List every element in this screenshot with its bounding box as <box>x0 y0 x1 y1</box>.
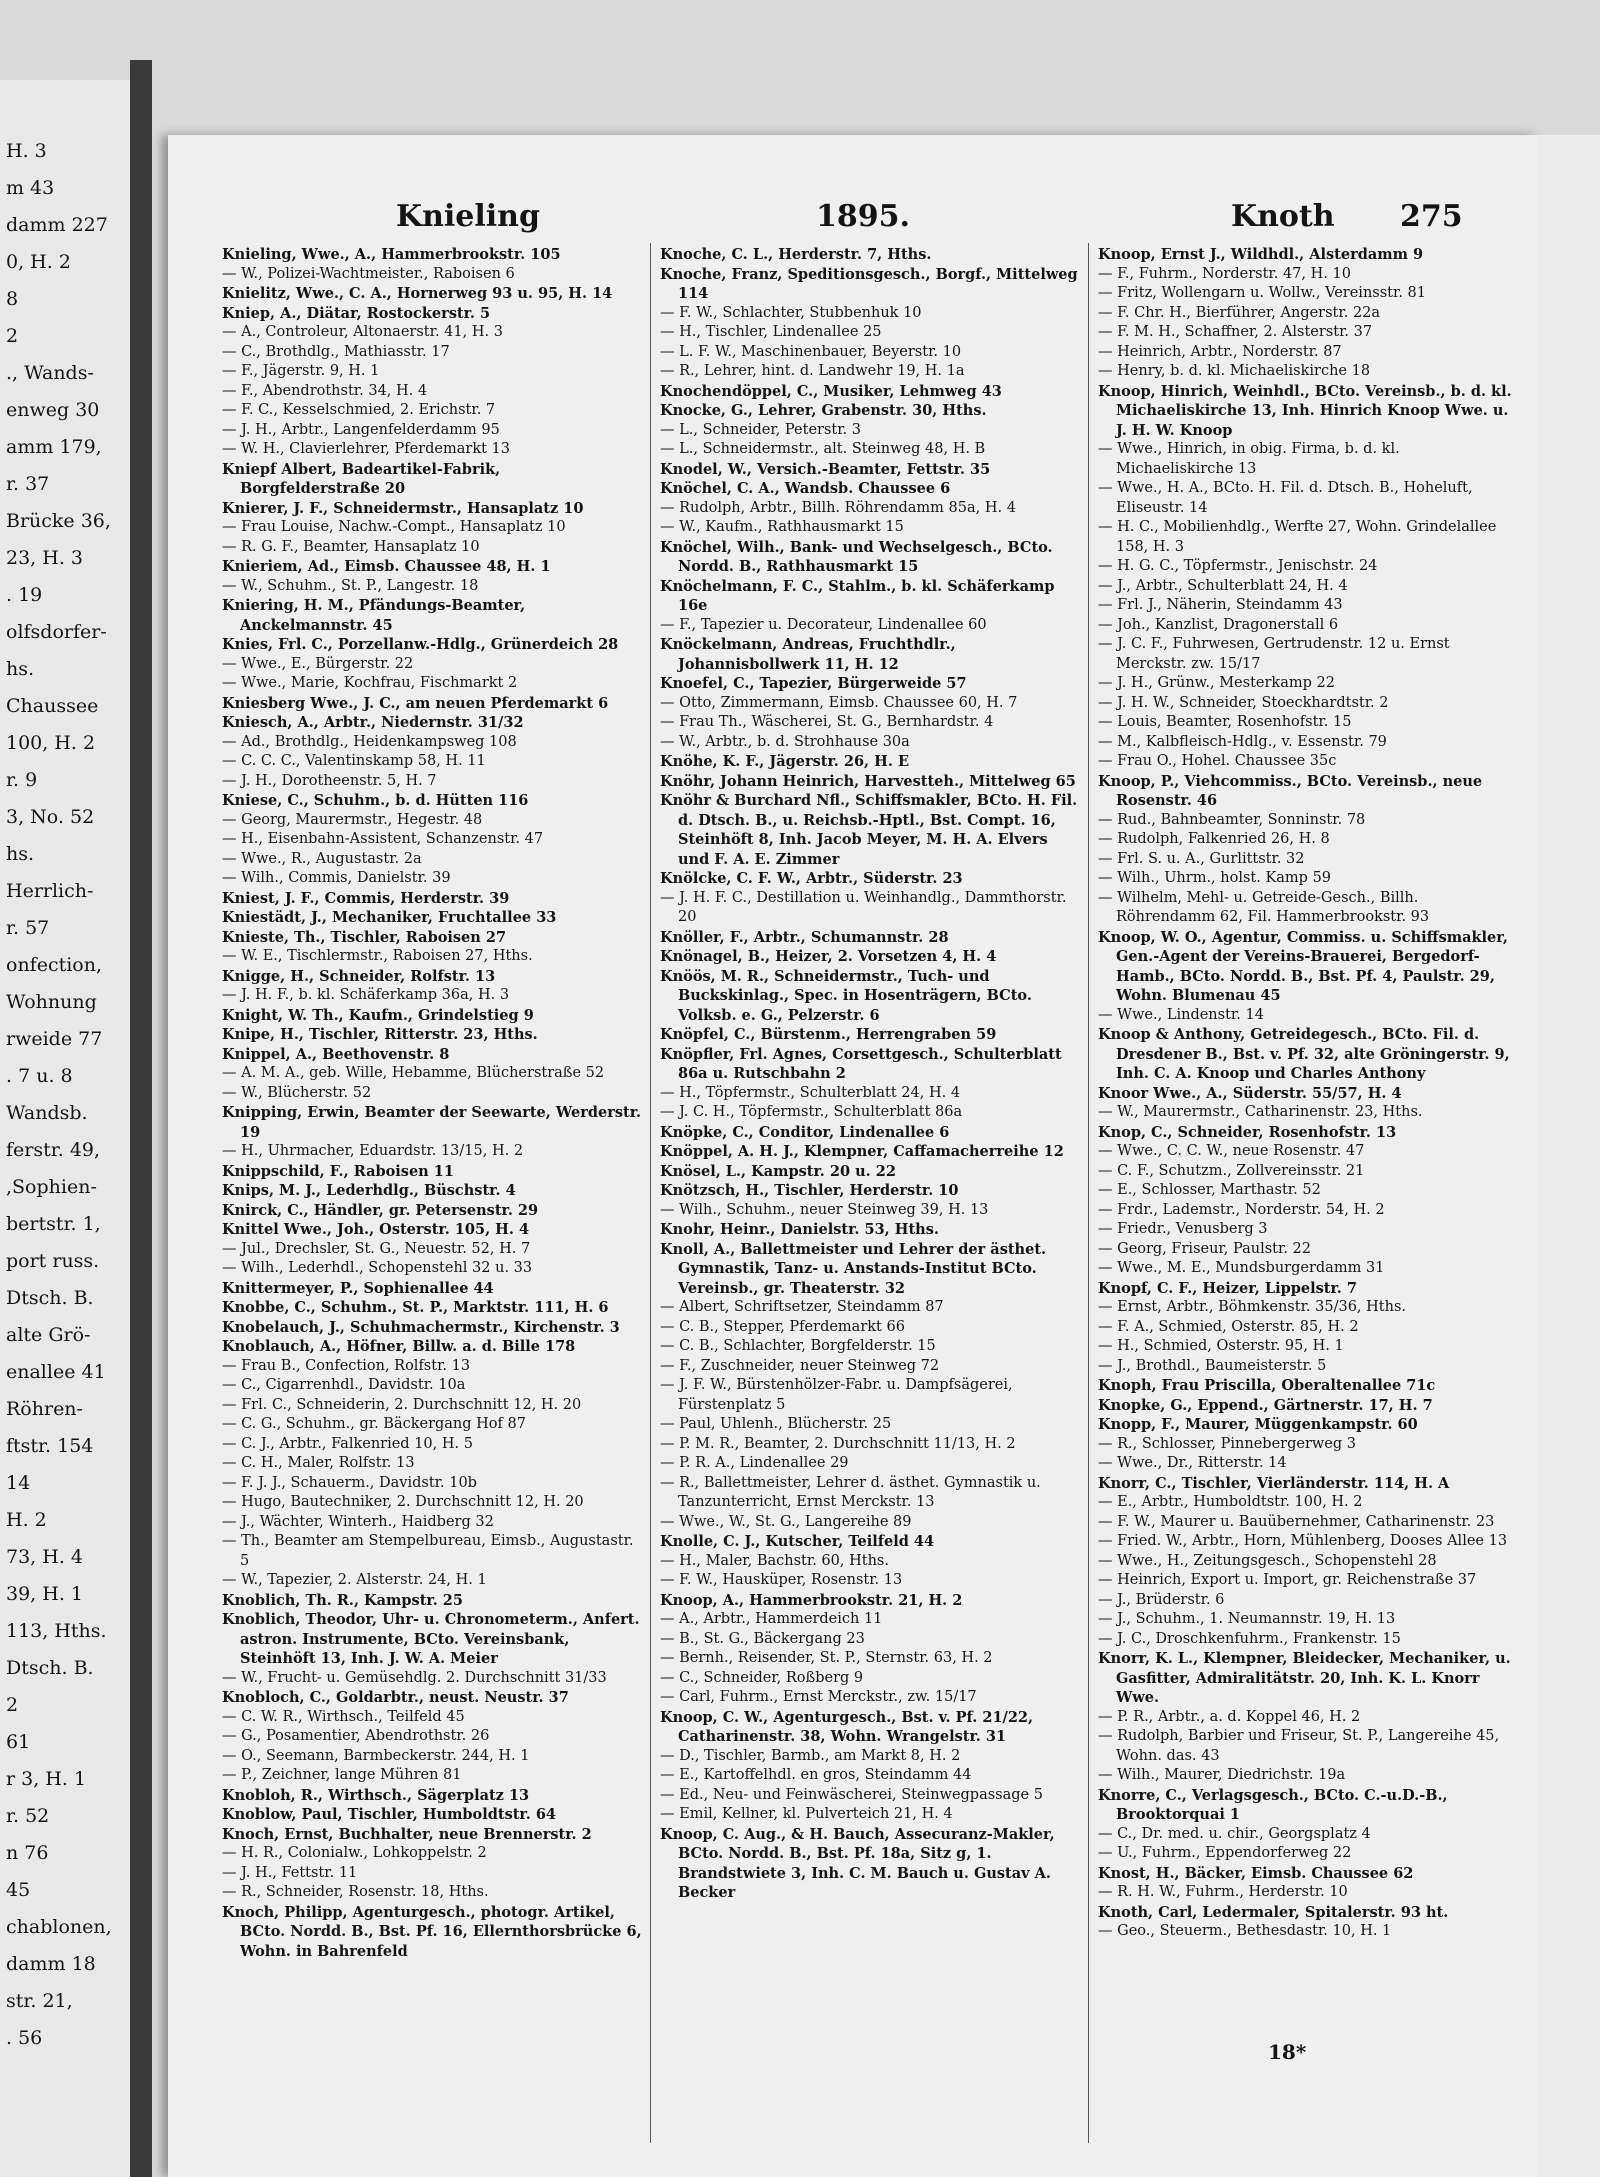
previous-page-text-fragment: olfsdorfer- <box>6 621 107 643</box>
directory-entry: Knoblauch, A., Höfner, Billw. a. d. Bille 178 <box>222 1338 576 1355</box>
directory-entry: Kniestädt, J., Mechaniker, Fruchtallee 33 <box>222 909 557 926</box>
directory-entry: — R., Schlosser, Pinnebergerweg 3 <box>1098 1435 1356 1452</box>
directory-entry: Knöppel, A. H. J., Klempner, Caffamacherreihe 12 <box>660 1143 1064 1160</box>
previous-page-text-fragment: alte Grö- <box>6 1324 91 1346</box>
directory-entry: — C. H., Maler, Rolfstr. 13 <box>222 1455 415 1471</box>
previous-page-text-fragment: r. 9 <box>6 769 38 791</box>
directory-entry: Knoblow, Paul, Tischler, Humboldtstr. 64 <box>222 1806 557 1823</box>
directory-entry: — Fritz, Wollengarn u. Wollw., Vereinsstr. 81 <box>1098 285 1426 301</box>
directory-entry: — Wwe., Dr., Ritterstr. 14 <box>1098 1455 1287 1471</box>
column-3 <box>1098 245 1518 1942</box>
directory-entry: Knop, C., Schneider, Rosenhofstr. 13 <box>1098 1123 1397 1141</box>
directory-entry: — Henry, b. d. kl. Michaeliskirche 18 <box>1098 363 1371 379</box>
previous-page-text-fragment: r. 37 <box>6 473 50 495</box>
directory-entry: — Georg, Friseur, Paulstr. 22 <box>1098 1240 1311 1257</box>
directory-entry: Knöpfel, C., Bürstenm., Herrengraben 59 <box>660 1026 997 1043</box>
directory-entry: — F. A., Schmied, Osterstr. 85, H. 2 <box>1098 1318 1359 1335</box>
directory-entry: — Emil, Kellner, kl. Pulverteich 21, H. 4 <box>660 1806 953 1822</box>
directory-entry: Kniesberg Wwe., J. C., am neuen Pferdemarkt 6 <box>222 694 609 712</box>
directory-entry: Knoth, Carl, Ledermaler, Spitalerstr. 93 ht. <box>1098 1903 1449 1921</box>
column-2 <box>660 245 1080 1903</box>
directory-entry: — W. H., Clavierlehrer, Pferdemarkt 13 <box>222 441 511 457</box>
previous-page-text-fragment: port russ. <box>6 1250 100 1272</box>
previous-page-text-fragment: Chaussee <box>6 695 99 717</box>
directory-entry: — Jul., Drechsler, St. G., Neuestr. 52, H. 7 <box>222 1240 531 1257</box>
directory-entry: Knöhr, Johann Heinrich, Harvestteh., Mittelweg 65 <box>660 772 1076 790</box>
directory-entry: Knöchelmann, F. C., Stahlm., b. kl. Schäferkamp 16e <box>660 577 1055 614</box>
directory-entry: — Th., Beamter am Stempelbureau, Eimsb., Augustastr. 5 <box>222 1533 634 1569</box>
directory-entry: Knöpfler, Frl. Agnes, Corsettgesch., Schulterblatt 86a u. Rutschbahn 2 <box>660 1045 1062 1082</box>
directory-entry: Knötzsch, H., Tischler, Herderstr. 10 <box>660 1182 959 1199</box>
directory-entry: — C. J., Arbtr., Falkenried 10, H. 5 <box>222 1435 473 1452</box>
directory-entry: — R., Ballettmeister, Lehrer d. ästhet. Gymnastik u. Tanzunterricht, Ernst Merckstr. 13 <box>660 1474 1041 1510</box>
directory-entry: — W., Maurermstr., Catharinenstr. 23, Hths. <box>1098 1104 1423 1120</box>
directory-entry: — W., Blücherstr. 52 <box>222 1084 372 1101</box>
directory-entry: Knoblich, Theodor, Uhr- u. Chronometerm., Anfert. astron. Instrumente, BCto. Vereinsbank, Steinhöft 13, Inh. J. W. A. Meier <box>222 1611 640 1667</box>
previous-page-text-fragment: 113, Hths. <box>6 1620 107 1642</box>
previous-page-text-fragment: 3, No. 52 <box>6 806 95 828</box>
directory-entry: — Frau B., Confection, Rolfstr. 13 <box>222 1357 471 1374</box>
directory-entry: Knoch, Ernst, Buchhalter, neue Brennerstr. 2 <box>222 1825 592 1843</box>
previous-page-text-fragment: onfection, <box>6 954 103 976</box>
directory-entry: — J. C. F., Fuhrwesen, Gertrudenstr. 12 u. Ernst Merckstr. zw. 15/17 <box>1098 636 1450 672</box>
previous-page-text-fragment: damm 18 <box>6 1953 96 1975</box>
directory-entry: — F. M. H., Schaffner, 2. Alsterstr. 37 <box>1098 324 1373 340</box>
previous-page-text-fragment: enweg 30 <box>6 399 100 421</box>
directory-entry: — H., Tischler, Lindenallee 25 <box>660 324 882 340</box>
directory-entry: Knönagel, B., Heizer, 2. Vorsetzen 4, H. 4 <box>660 948 997 965</box>
directory-entry: — W., Schuhm., St. P., Langestr. 18 <box>222 577 479 594</box>
directory-entry: — R. H. W., Fuhrm., Herderstr. 10 <box>1098 1884 1348 1900</box>
directory-entry: — J. C., Droschkenfuhrm., Frankenstr. 15 <box>1098 1630 1401 1647</box>
directory-entry: — Wilh., Lederhdl., Schopenstehl 32 u. 33 <box>222 1260 533 1276</box>
directory-entry: Knohr, Heinr., Danielstr. 53, Hths. <box>660 1221 939 1238</box>
directory-entry: — Frl. J., Näherin, Steindamm 43 <box>1098 597 1343 613</box>
previous-page-text-fragment: 45 <box>6 1879 31 1901</box>
directory-entry: Knittermeyer, P., Sophienallee 44 <box>222 1279 494 1297</box>
previous-page-text-fragment: r. 52 <box>6 1805 50 1827</box>
previous-page-text-fragment: ., Wands- <box>6 362 94 384</box>
directory-entry: Knobbe, C., Schuhm., St. P., Marktstr. 111, H. 6 <box>222 1299 609 1316</box>
directory-entry: — Rudolph, Arbtr., Billh. Röhrendamm 85a, H. 4 <box>660 499 1016 516</box>
directory-entry: Knippschild, F., Raboisen 11 <box>222 1162 454 1180</box>
directory-entry: — P. M. R., Beamter, 2. Durchschnitt 11/13, H. 2 <box>660 1435 1016 1452</box>
directory-entry: — L., Schneider, Peterstr. 3 <box>660 421 862 438</box>
previous-page-text-fragment: Brücke 36, <box>6 510 111 532</box>
directory-entry: — C., Schneider, Roßberg 9 <box>660 1669 864 1686</box>
directory-entry: — J. C. H., Töpfermstr., Schulterblatt 86a <box>660 1104 963 1120</box>
directory-entry: — O., Seemann, Barmbeckerstr. 244, H. 1 <box>222 1747 530 1764</box>
previous-page-text-fragment: 8 <box>6 288 19 310</box>
previous-page-text-fragment: Röhren- <box>6 1398 83 1420</box>
previous-page-text-fragment: 0, H. 2 <box>6 251 71 273</box>
directory-entry: — L., Schneidermstr., alt. Steinweg 48, H. B <box>660 441 986 457</box>
directory-entry: — F. W., Maurer u. Bauübernehmer, Catharinenstr. 23 <box>1098 1513 1495 1530</box>
previous-page-text-fragment: . 7 u. 8 <box>6 1065 73 1087</box>
directory-entry: — Heinrich, Export u. Import, gr. Reichenstraße 37 <box>1098 1572 1477 1588</box>
directory-entry: Knösel, L., Kampstr. 20 u. 22 <box>660 1162 896 1180</box>
directory-entry: Knoblich, Th. R., Kampstr. 25 <box>222 1591 463 1609</box>
directory-entry: Knittel Wwe., Joh., Osterstr. 105, H. 4 <box>222 1221 530 1238</box>
directory-entry: Knoor Wwe., A., Süderstr. 55/57, H. 4 <box>1098 1084 1402 1102</box>
directory-entry: — Wwe., C. C. W., neue Rosenstr. 47 <box>1098 1143 1365 1159</box>
directory-entry: Knoop, W. O., Agentur, Commiss. u. Schiffsmakler, Gen.-Agent der Vereins-Brauerei, Bergedorf-Hamb., BCto. Nordd. B., Bst. Pf. 4, Paulstr. 29, Wohn. Blumenau 45 <box>1098 928 1508 1004</box>
directory-entry: — R. G. F., Beamter, Hansaplatz 10 <box>222 538 480 555</box>
directory-entry: — P. R., Arbtr., a. d. Koppel 46, H. 2 <box>1098 1708 1361 1725</box>
directory-entry: — A. M. A., geb. Wille, Hebamme, Blücherstraße 52 <box>222 1065 605 1081</box>
directory-entry: Knöckelmann, Andreas, Fruchthdlr., Johannisbollwerk 11, H. 12 <box>660 636 956 673</box>
directory-entry: — Carl, Fuhrm., Ernst Merckstr., zw. 15/17 <box>660 1689 977 1705</box>
column-1 <box>222 245 642 1961</box>
directory-entry: — H. R., Colonialw., Lohkoppelstr. 2 <box>222 1845 487 1861</box>
previous-page-text-fragment: rweide 77 <box>6 1028 103 1050</box>
directory-entry: — Wwe., H., Zeitungsgesch., Schopenstehl 28 <box>1098 1552 1437 1569</box>
directory-entry: Kniest, J. F., Commis, Herderstr. 39 <box>222 889 510 907</box>
directory-entry: — Wilh., Uhrm., holst. Kamp 59 <box>1098 870 1332 886</box>
directory-entry: Knierer, J. F., Schneidermstr., Hansaplatz 10 <box>222 499 584 517</box>
previous-page-text-fragment: 100, H. 2 <box>6 732 96 754</box>
directory-entry: Knigge, H., Schneider, Rolfstr. 13 <box>222 967 496 985</box>
previous-page-text-fragment: ftstr. 154 <box>6 1435 94 1457</box>
page-header <box>168 199 1538 239</box>
previous-page-text-fragment: 2 <box>6 1694 19 1716</box>
directory-entry: — R., Schneider, Rosenstr. 18, Hths. <box>222 1884 489 1900</box>
directory-entry: — H., Schmied, Osterstr. 95, H. 1 <box>1098 1338 1344 1354</box>
directory-entry: — Wwe., Lindenstr. 14 <box>1098 1006 1264 1023</box>
directory-entry: — Ed., Neu- und Feinwäscherei, Steinwegpassage 5 <box>660 1786 1043 1803</box>
directory-entry: Knöpke, C., Conditor, Lindenallee 6 <box>660 1123 950 1141</box>
directory-entry: Knopf, C. F., Heizer, Lippelstr. 7 <box>1098 1279 1357 1297</box>
directory-entry: Knielitz, Wwe., C. A., Hornerweg 93 u. 95, H. 14 <box>222 285 613 302</box>
directory-entry: — C., Brothdlg., Mathiasstr. 17 <box>222 343 450 360</box>
directory-entry: — F., Abendrothstr. 34, H. 4 <box>222 382 428 399</box>
previous-page-text-fragment: amm 179, <box>6 436 102 458</box>
directory-entry: — Wwe., H. A., BCto. H. Fil. d. Dtsch. B., Hoheluft, Eliseustr. 14 <box>1098 480 1473 516</box>
directory-entry: — F. W., Hausküper, Rosenstr. 13 <box>660 1572 903 1588</box>
directory-entry: — P., Zeichner, lange Mühren 81 <box>222 1767 462 1783</box>
previous-page-text-fragment: str. 21, <box>6 1990 73 2012</box>
previous-page-text-fragment: 61 <box>6 1731 31 1753</box>
directory-entry: — Wilh., Commis, Danielstr. 39 <box>222 870 451 886</box>
header-first-entry: Knieling <box>396 199 540 234</box>
directory-entry: Knorre, C., Verlagsgesch., BCto. C.-u.D.-B., Brooktorquai 1 <box>1098 1786 1448 1823</box>
directory-entry: — G., Posamentier, Abendrothstr. 26 <box>222 1728 490 1744</box>
directory-entry: Knoop, C. W., Agenturgesch., Bst. v. Pf. 21/22, Catharinenstr. 38, Wohn. Wrangelstr. 31 <box>660 1708 1034 1745</box>
directory-entry: — Wilh., Maurer, Diedrichstr. 19a <box>1098 1767 1346 1783</box>
page-number: 275 <box>1400 199 1463 234</box>
directory-entry: — J., Brüderstr. 6 <box>1098 1591 1225 1608</box>
directory-entry: Knobloch, C., Goldarbtr., neust. Neustr. 37 <box>222 1689 569 1706</box>
directory-entry: — J. H., Dorotheenstr. 5, H. 7 <box>222 772 437 789</box>
directory-entry: — W., Arbtr., b. d. Strohhause 30a <box>660 733 910 750</box>
directory-entry: — Rudolph, Barbier und Friseur, St. P., Langereihe 45, Wohn. das. 43 <box>1098 1728 1500 1764</box>
previous-page-text-fragment: Herrlich- <box>6 880 94 902</box>
directory-entry: — J., Wächter, Winterh., Haidberg 32 <box>222 1513 494 1530</box>
directory-entry: — Joh., Kanzlist, Dragonerstall 6 <box>1098 616 1339 633</box>
directory-entry: Knirck, C., Händler, gr. Petersenstr. 29 <box>222 1201 539 1219</box>
directory-entry: — Bernh., Reisender, St. P., Sternstr. 63, H. 2 <box>660 1650 993 1666</box>
previous-page-text-fragment: chablonen, <box>6 1916 112 1938</box>
directory-entry: Knoop, Hinrich, Weinhdl., BCto. Vereinsb., b. d. kl. Michaeliskirche 13, Inh. Hinrich Knoop Wwe. u. J. H. W. Knoop <box>1098 382 1512 439</box>
directory-entry: Knöhe, K. F., Jägerstr. 26, H. E <box>660 753 910 770</box>
directory-entry: — J. H. F., b. kl. Schäferkamp 36a, H. 3 <box>222 987 510 1003</box>
directory-entry: — Albert, Schriftsetzer, Steindamm 87 <box>660 1299 944 1315</box>
previous-page-text-fragment: ferstr. 49, <box>6 1139 101 1161</box>
page-edge <box>1538 135 1600 2177</box>
directory-entry: — W., Kaufm., Rathhausmarkt 15 <box>660 519 904 535</box>
previous-page-text-fragment: n 76 <box>6 1842 49 1864</box>
directory-entry: — L. F. W., Maschinenbauer, Beyerstr. 10 <box>660 343 962 360</box>
directory-entry: Knodel, W., Versich.-Beamter, Fettstr. 35 <box>660 460 991 478</box>
directory-entry: Knight, W. Th., Kaufm., Grindelstieg 9 <box>222 1006 534 1024</box>
directory-entry: — Hugo, Bautechniker, 2. Durchschnitt 12, H. 20 <box>222 1494 584 1510</box>
previous-page-text-fragment: . 56 <box>6 2027 43 2049</box>
directory-entry: — Rud., Bahnbeamter, Sonninstr. 78 <box>1098 811 1366 828</box>
directory-entry: — C. C. C., Valentinskamp 58, H. 11 <box>222 753 486 769</box>
directory-entry: — Frau Louise, Nachw.-Compt., Hansaplatz 10 <box>222 519 566 535</box>
directory-entry: — H., Uhrmacher, Eduardstr. 13/15, H. 2 <box>222 1143 524 1159</box>
directory-entry: — C. W. R., Wirthsch., Teilfeld 45 <box>222 1708 465 1725</box>
header-last-entry: Knoth <box>1231 199 1335 234</box>
directory-entry: — Wilh., Schuhm., neuer Steinweg 39, H. 13 <box>660 1201 989 1218</box>
directory-entry: — E., Schlosser, Marthastr. 52 <box>1098 1182 1321 1198</box>
directory-entry: — F. J. J., Schauerm., Davidstr. 10b <box>222 1474 477 1491</box>
directory-entry: Knöller, F., Arbtr., Schumannstr. 28 <box>660 928 949 946</box>
directory-entry: — Ernst, Arbtr., Böhmkenstr. 35/36, Hths. <box>1098 1299 1406 1315</box>
previous-page-text-fragment: Dtsch. B. <box>6 1287 94 1309</box>
previous-page-text-fragment: r 3, H. 1 <box>6 1768 87 1790</box>
directory-entry: Kniep, A., Diätar, Rostockerstr. 5 <box>222 304 491 322</box>
directory-entry: — Georg, Maurermstr., Hegestr. 48 <box>222 811 483 828</box>
directory-entry: — C. B., Schlachter, Borgfelderstr. 15 <box>660 1338 936 1354</box>
directory-entry: — B., St. G., Bäckergang 23 <box>660 1630 865 1647</box>
directory-entry: — E., Arbtr., Humboldtstr. 100, H. 2 <box>1098 1494 1363 1510</box>
directory-entry: Knieriem, Ad., Eimsb. Chaussee 48, H. 1 <box>222 558 551 575</box>
previous-page-text-fragment: ,Sophien- <box>6 1176 97 1198</box>
directory-entry: — F., Zuschneider, neuer Steinweg 72 <box>660 1357 940 1374</box>
directory-entry: Kniese, C., Schuhm., b. d. Hütten 116 <box>222 792 529 809</box>
previous-page-text-fragment: 2 <box>6 325 19 347</box>
directory-entry: — C. G., Schuhm., gr. Bäckergang Hof 87 <box>222 1416 526 1432</box>
directory-entry: — Frau O., Hohel. Chaussee 35c <box>1098 753 1337 769</box>
directory-entry: — F. C., Kesselschmied, 2. Erichstr. 7 <box>222 402 496 418</box>
directory-entry: — J. H. F. C., Destillation u. Weinhandlg., Dammthorstr. 20 <box>660 889 1067 925</box>
directory-entry: Knoefel, C., Tapezier, Bürgerweide 57 <box>660 675 967 692</box>
directory-entry: — Heinrich, Arbtr., Norderstr. 87 <box>1098 343 1342 360</box>
directory-entry: — Frl. S. u. A., Gurlittstr. 32 <box>1098 850 1305 867</box>
directory-entry: Knoop, A., Hammerbrookstr. 21, H. 2 <box>660 1591 963 1609</box>
book-gutter <box>130 60 152 2177</box>
directory-entry: — W., Polizei-Wachtmeister., Raboisen 6 <box>222 265 515 282</box>
previous-page-text-fragment: Dtsch. B. <box>6 1657 94 1679</box>
directory-entry: Knopp, F., Maurer, Müggenkampstr. 60 <box>1098 1416 1418 1433</box>
previous-page-text-fragment: 23, H. 3 <box>6 547 83 569</box>
previous-page-text-fragment: 14 <box>6 1472 31 1494</box>
directory-entry: Knippel, A., Beethovenstr. 8 <box>222 1045 450 1063</box>
directory-entry: Knöhr & Burchard Nfl., Schiffsmakler, BCto. H. Fil. d. Dtsch. B., u. Reichsb.-Hptl., Bst. Compt. 16, Steinhöft 8, Inh. Jacob Meyer, M. H. A. Elvers und F. A. E. Zimmer <box>660 792 1078 868</box>
previous-page-text-fragment: m 43 <box>6 177 55 199</box>
header-year: 1895. <box>816 199 910 234</box>
directory-entry: — Frdr., Lademstr., Norderstr. 54, H. 2 <box>1098 1201 1385 1218</box>
directory-entry: Knöchel, C. A., Wandsb. Chaussee 6 <box>660 480 951 497</box>
directory-entry: — H. G. C., Töpfermstr., Jenischstr. 24 <box>1098 558 1378 574</box>
column-divider <box>1088 243 1089 2143</box>
directory-entry: — Geo., Steuerm., Bethesdastr. 10, H. 1 <box>1098 1923 1392 1939</box>
directory-entry: Knieling, Wwe., A., Hammerbrookstr. 105 <box>222 246 561 263</box>
directory-entry: — H. C., Mobilienhdlg., Werfte 27, Wohn. Grindelallee 158, H. 3 <box>1098 519 1497 555</box>
directory-entry: Kniepf Albert, Badeartikel-Fabrik, Borgfelderstraße 20 <box>222 460 501 497</box>
directory-entry: — A., Arbtr., Hammerdeich 11 <box>660 1611 883 1627</box>
directory-entry: — Otto, Zimmermann, Eimsb. Chaussee 60, H. 7 <box>660 694 1018 711</box>
directory-entry: — Wwe., Marie, Kochfrau, Fischmarkt 2 <box>222 675 518 691</box>
directory-entry: — Fried. W., Arbtr., Horn, Mühlenberg, Dooses Allee 13 <box>1098 1533 1508 1549</box>
previous-page-text-fragment: H. 3 <box>6 140 47 162</box>
directory-entry: — M., Kalbfleisch-Hdlg., v. Essenstr. 79 <box>1098 733 1387 750</box>
directory-entry: — Frau Th., Wäscherei, St. G., Bernhardstr. 4 <box>660 714 994 730</box>
directory-entry: Knoop & Anthony, Getreidegesch., BCto. Fil. d. Dresdener B., Bst. v. Pf. 32, alte Gröningerstr. 9, Inh. C. A. Knoop und Charles Anthony <box>1098 1026 1510 1082</box>
directory-entry: — E., Kartoffelhdl. en gros, Steindamm 44 <box>660 1767 972 1783</box>
directory-entry: — Paul, Uhlenh., Blücherstr. 25 <box>660 1416 892 1432</box>
directory-entry: — C., Cigarrenhdl., Davidstr. 10a <box>222 1377 466 1393</box>
directory-entry: Knoop, Ernst J., Wildhdl., Alsterdamm 9 <box>1098 246 1424 263</box>
directory-entry: — C. F., Schutzm., Zollvereinsstr. 21 <box>1098 1162 1365 1179</box>
directory-entry: Knipe, H., Tischler, Ritterstr. 23, Hths. <box>222 1026 538 1043</box>
directory-entry: — J. F. W., Bürstenhölzer-Fabr. u. Dampfsägerei, Fürstenplatz 5 <box>660 1377 1013 1413</box>
directory-entry: Knoche, Franz, Speditionsgesch., Borgf., Mittelweg 114 <box>660 265 1078 302</box>
directory-entry: — F. Chr. H., Bierführer, Angerstr. 22a <box>1098 304 1381 321</box>
previous-page-text-fragment: 73, H. 4 <box>6 1546 83 1568</box>
directory-entry: — W., Tapezier, 2. Alsterstr. 24, H. 1 <box>222 1572 487 1588</box>
directory-entry: Knost, H., Bäcker, Eimsb. Chaussee 62 <box>1098 1864 1414 1882</box>
previous-page-text-fragment: . 19 <box>6 584 43 606</box>
directory-entry: Kniesch, A., Arbtr., Niedernstr. 31/32 <box>222 714 524 731</box>
directory-entry: Knöös, M. R., Schneidermstr., Tuch- und Buckskinlag., Spec. in Hosenträgern, BCto. Volksb. e. G., Pelzerstr. 6 <box>660 967 1032 1024</box>
directory-entry: Knobelauch, J., Schuhmachermstr., Kirchenstr. 3 <box>222 1318 620 1336</box>
directory-entry: Knoop, P., Viehcommiss., BCto. Vereinsb., neue Rosenstr. 46 <box>1098 772 1483 809</box>
directory-entry: — Wwe., E., Bürgerstr. 22 <box>222 655 414 672</box>
previous-page-fragment <box>0 80 150 2177</box>
directory-entry: Knoche, C. L., Herderstr. 7, Hths. <box>660 246 932 263</box>
directory-entry: — H., Maler, Bachstr. 60, Hths. <box>660 1552 889 1569</box>
directory-entry: Knoll, A., Ballettmeister und Lehrer der ästhet. Gymnastik, Tanz- u. Anstands-Institut BCto. Vereinsb., gr. Theaterstr. 32 <box>660 1240 1047 1297</box>
directory-entry: — Wwe., M. E., Mundsburgerdamm 31 <box>1098 1260 1385 1276</box>
previous-page-text-fragment: Wandsb. <box>6 1102 88 1124</box>
directory-entry: — F., Tapezier u. Decorateur, Lindenallee 60 <box>660 616 987 633</box>
previous-page-text-fragment: H. 2 <box>6 1509 47 1531</box>
directory-entry: — J. H., Arbtr., Langenfelderdamm 95 <box>222 421 500 438</box>
previous-page-text-fragment: 39, H. 1 <box>6 1583 83 1605</box>
previous-page-text-fragment: hs. <box>6 843 35 865</box>
previous-page-text-fragment: enallee 41 <box>6 1361 106 1383</box>
directory-entry: — Wwe., Hinrich, in obig. Firma, b. d. kl. Michaeliskirche 13 <box>1098 441 1400 477</box>
directory-entry: Knobloh, R., Wirthsch., Sägerplatz 13 <box>222 1786 530 1804</box>
directory-entry: Knocke, G., Lehrer, Grabenstr. 30, Hths. <box>660 402 987 419</box>
directory-entry: — J., Brothdl., Baumeisterstr. 5 <box>1098 1357 1327 1374</box>
directory-page <box>168 135 1538 2177</box>
directory-entry: — D., Tischler, Barmb., am Markt 8, H. 2 <box>660 1747 961 1764</box>
previous-page-text-fragment: damm 227 <box>6 214 108 236</box>
directory-entry: — C., Dr. med. u. chir., Georgsplatz 4 <box>1098 1825 1371 1842</box>
directory-entry: — C. B., Stepper, Pferdemarkt 66 <box>660 1318 905 1335</box>
directory-entry: Knoph, Frau Priscilla, Oberaltenallee 71c <box>1098 1377 1436 1394</box>
directory-entry: — J. H. W., Schneider, Stoeckhardtstr. 2 <box>1098 694 1389 711</box>
directory-entry: — F., Jägerstr. 9, H. 1 <box>222 363 380 379</box>
directory-entry: Knöchel, Wilh., Bank- und Wechselgesch., BCto. Nordd. B., Rathhausmarkt 15 <box>660 538 1053 575</box>
directory-entry: — Wilhelm, Mehl- u. Getreide-Gesch., Billh. Röhrendamm 62, Fil. Hammerbrookstr. 93 <box>1098 889 1430 925</box>
directory-entry: Knoop, C. Aug., & H. Bauch, Assecuranz-Makler, BCto. Nordd. B., Bst. Pf. 18a, Sitz g, 1. Brandstwiete 3, Inh. C. M. Bauch u. Gustav A. Becker <box>660 1825 1055 1901</box>
column-divider <box>650 243 651 2143</box>
directory-entry: — J. H., Grünw., Mesterkamp 22 <box>1098 675 1335 691</box>
directory-entry: — Friedr., Venusberg 3 <box>1098 1221 1268 1237</box>
directory-entry: Knorr, K. L., Klempner, Bleidecker, Mechaniker, u. Gasfitter, Admiralitätstr. 20, Inh. K. L. Knorr Wwe. <box>1098 1650 1511 1706</box>
directory-entry: — U., Fuhrm., Eppendorferweg 22 <box>1098 1845 1352 1861</box>
directory-entry: Knipping, Erwin, Beamter der Seewarte, Werderstr. 19 <box>222 1104 642 1141</box>
directory-entry: Kniering, H. M., Pfändungs-Beamter, Anckelmannstr. 45 <box>222 597 526 634</box>
directory-entry: — A., Controleur, Altonaerstr. 41, H. 3 <box>222 324 503 340</box>
directory-entry: — Wwe., W., St. G., Langereihe 89 <box>660 1513 912 1530</box>
directory-entry: — H., Töpfermstr., Schulterblatt 24, H. 4 <box>660 1084 961 1101</box>
directory-entry: — Ad., Brothdlg., Heidenkampsweg 108 <box>222 733 517 750</box>
directory-entry: — F. W., Schlachter, Stubbenhuk 10 <box>660 304 922 321</box>
directory-entry: Knölcke, C. F. W., Arbtr., Süderstr. 23 <box>660 870 963 887</box>
directory-entry: — W., Frucht- u. Gemüsehdlg. 2. Durchschnitt 31/33 <box>222 1669 607 1686</box>
directory-entry: Knopke, G., Eppend., Gärtnerstr. 17, H. 7 <box>1098 1396 1433 1414</box>
previous-page-text-fragment: bertstr. 1, <box>6 1213 101 1235</box>
directory-entry: — F., Fuhrm., Norderstr. 47, H. 10 <box>1098 265 1351 282</box>
directory-entry: — J., Schuhm., 1. Neumannstr. 19, H. 13 <box>1098 1611 1396 1627</box>
directory-entry: — Frl. C., Schneiderin, 2. Durchschnitt 12, H. 20 <box>222 1396 582 1413</box>
directory-entry: — Rudolph, Falkenried 26, H. 8 <box>1098 831 1330 847</box>
signature-mark: 18* <box>1268 2040 1307 2064</box>
directory-entry: — W. E., Tischlermstr., Raboisen 27, Hths. <box>222 948 533 964</box>
directory-entry: Knieste, Th., Tischler, Raboisen 27 <box>222 928 507 946</box>
previous-page-text-fragment: hs. <box>6 658 35 680</box>
directory-entry: — J. H., Fettstr. 11 <box>222 1864 358 1881</box>
previous-page-text-fragment: Wohnung <box>6 991 97 1013</box>
directory-entry: Knolle, C. J., Kutscher, Teilfeld 44 <box>660 1533 935 1550</box>
directory-entry: — Louis, Beamter, Rosenhofstr. 15 <box>1098 714 1352 730</box>
directory-entry: Knorr, C., Tischler, Vierländerstr. 114, H. A <box>1098 1474 1450 1492</box>
directory-entry: Knips, M. J., Lederhdlg., Büschstr. 4 <box>222 1182 516 1199</box>
directory-entry: Knochendöppel, C., Musiker, Lehmweg 43 <box>660 382 1002 400</box>
directory-entry: — P. R. A., Lindenallee 29 <box>660 1455 849 1471</box>
directory-entry: — R., Lehrer, hint. d. Landwehr 19, H. 1a <box>660 363 965 379</box>
directory-entry: — H., Eisenbahn-Assistent, Schanzenstr. 47 <box>222 831 544 847</box>
directory-entry: — Wwe., R., Augustastr. 2a <box>222 850 422 867</box>
previous-page-text-fragment: r. 57 <box>6 917 50 939</box>
directory-entry: — J., Arbtr., Schulterblatt 24, H. 4 <box>1098 577 1348 594</box>
directory-entry: Knies, Frl. C., Porzellanw.-Hdlg., Grünerdeich 28 <box>222 636 619 653</box>
directory-entry: Knoch, Philipp, Agenturgesch., photogr. Artikel, BCto. Nordd. B., Bst. Pf. 16, Ellernthorsbrücke 6, Wohn. in Bahrenfeld <box>222 1903 642 1960</box>
